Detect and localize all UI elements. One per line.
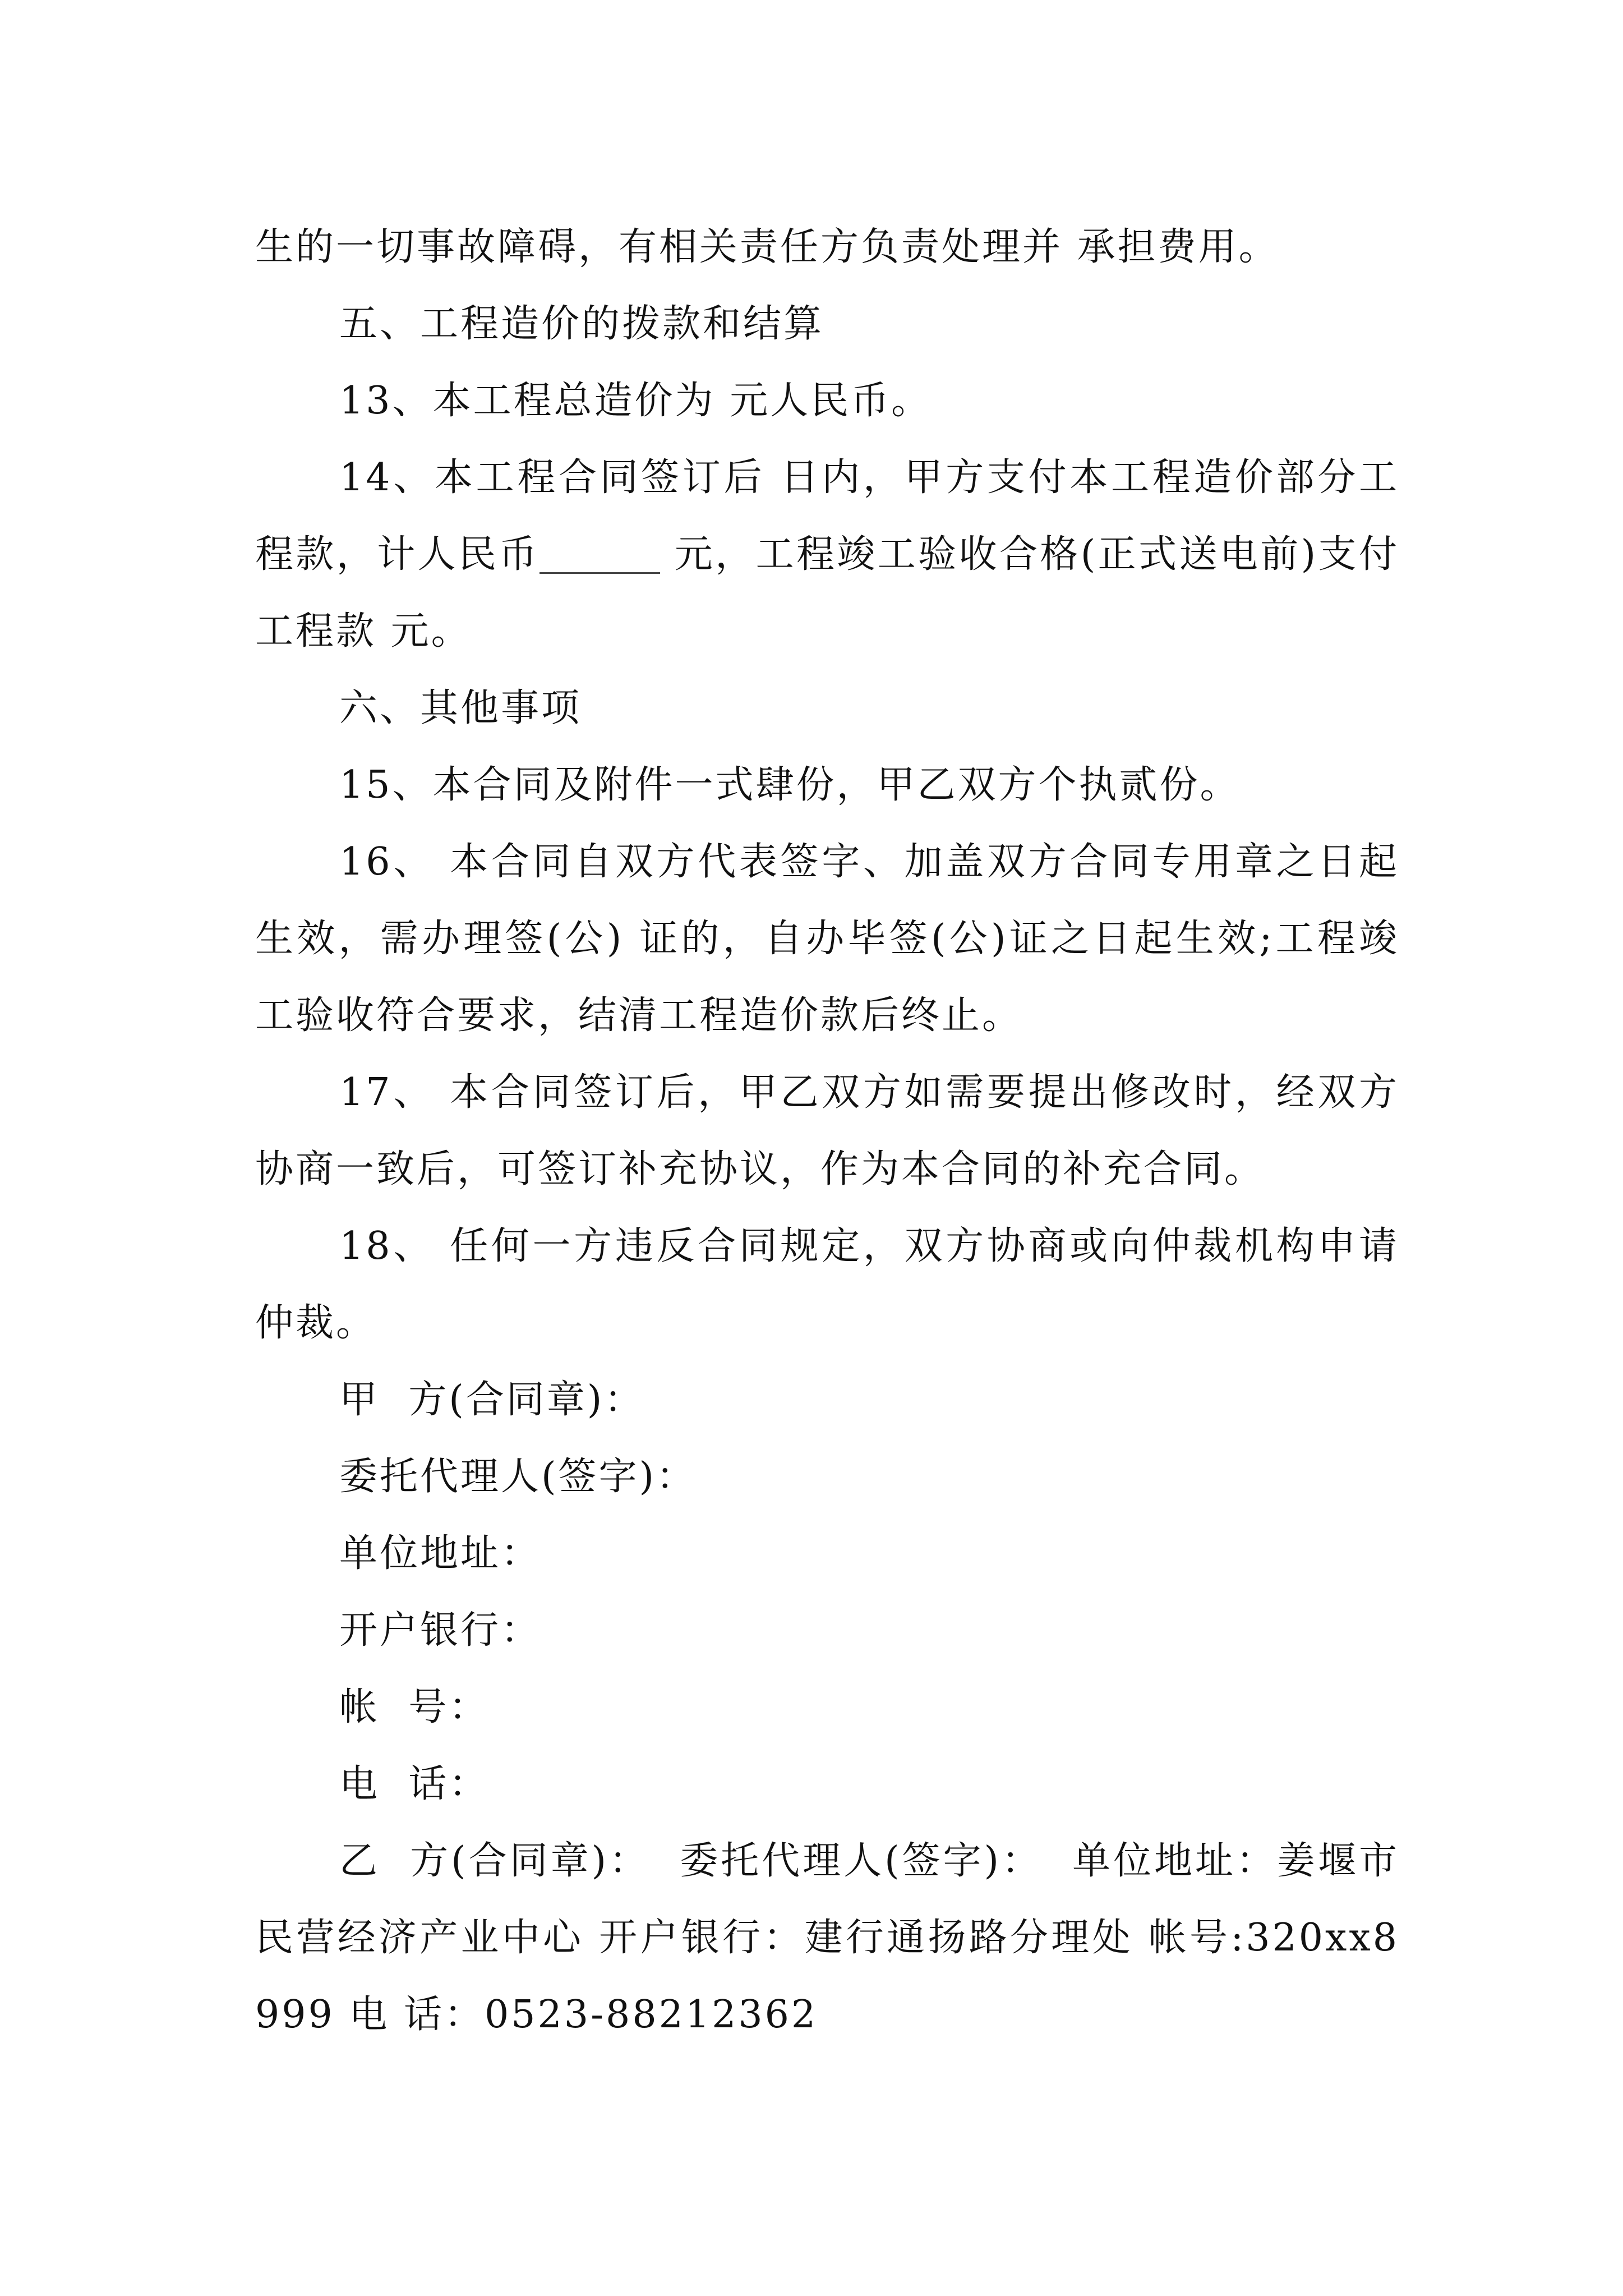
clause-14-part-2: 元，工程竣工验收合格(正式送电前)支付工程款 元。 <box>255 532 1399 654</box>
clause-13: 13、本工程总造价为 元人民币。 <box>339 379 932 423</box>
party-a-phone-line: 电 话： <box>339 1762 490 1806</box>
contract-body <box>255 209 1399 2053</box>
party-a-account-line: 帐 号： <box>339 1685 490 1729</box>
clause-16: 16、 本合同自双方代表签字、加盖双方合同专用章之日起生效，需办理签(公) 证的，自办毕签(公)证之日起生效;工程竣工验收符合要求，结清工程造价款后终止。 <box>255 840 1399 1038</box>
party-a-seal-line: 甲 方(合同章)： <box>339 1378 645 1422</box>
party-a-address-line: 单位地址： <box>339 1531 542 1576</box>
party-b-block: 乙 方(合同章)： 委托代理人(签字)： 单位地址：姜堰市民营经济产业中心 开户银行：建行通扬路分理处 帐号:320xx8999 电 话：0523-88212362 <box>255 1839 1399 2037</box>
section-heading-payment: 五、工程造价的拨款和结算 <box>339 302 824 346</box>
party-a-bank-line: 开户银行： <box>339 1608 542 1653</box>
section-heading-other: 六、其他事项 <box>339 686 582 730</box>
clause-17: 17、 本合同签订后，甲乙双方如需要提出修改时，经双方协商一致后，可签订补充协议，作为本合同的补充合同。 <box>255 1070 1399 1191</box>
party-a-agent-line: 委托代理人(签字)： <box>339 1455 697 1499</box>
clause-15: 15、本合同及附件一式肆份，甲乙双方个执贰份。 <box>339 763 1241 807</box>
paragraph-continuation: 生的一切事故障碍，有相关责任方负责处理并 承担费用。 <box>255 225 1279 269</box>
amount-blank-line <box>540 532 660 574</box>
clause-14 <box>255 439 1399 670</box>
clause-18: 18、 任何一方违反合同规定，双方协商或向仲裁机构申请仲裁。 <box>255 1224 1399 1345</box>
clause-14-part-1: 14、本工程合同签订后 日内，甲方支付本工程造价部分工程款，计人民币 <box>255 455 1399 577</box>
